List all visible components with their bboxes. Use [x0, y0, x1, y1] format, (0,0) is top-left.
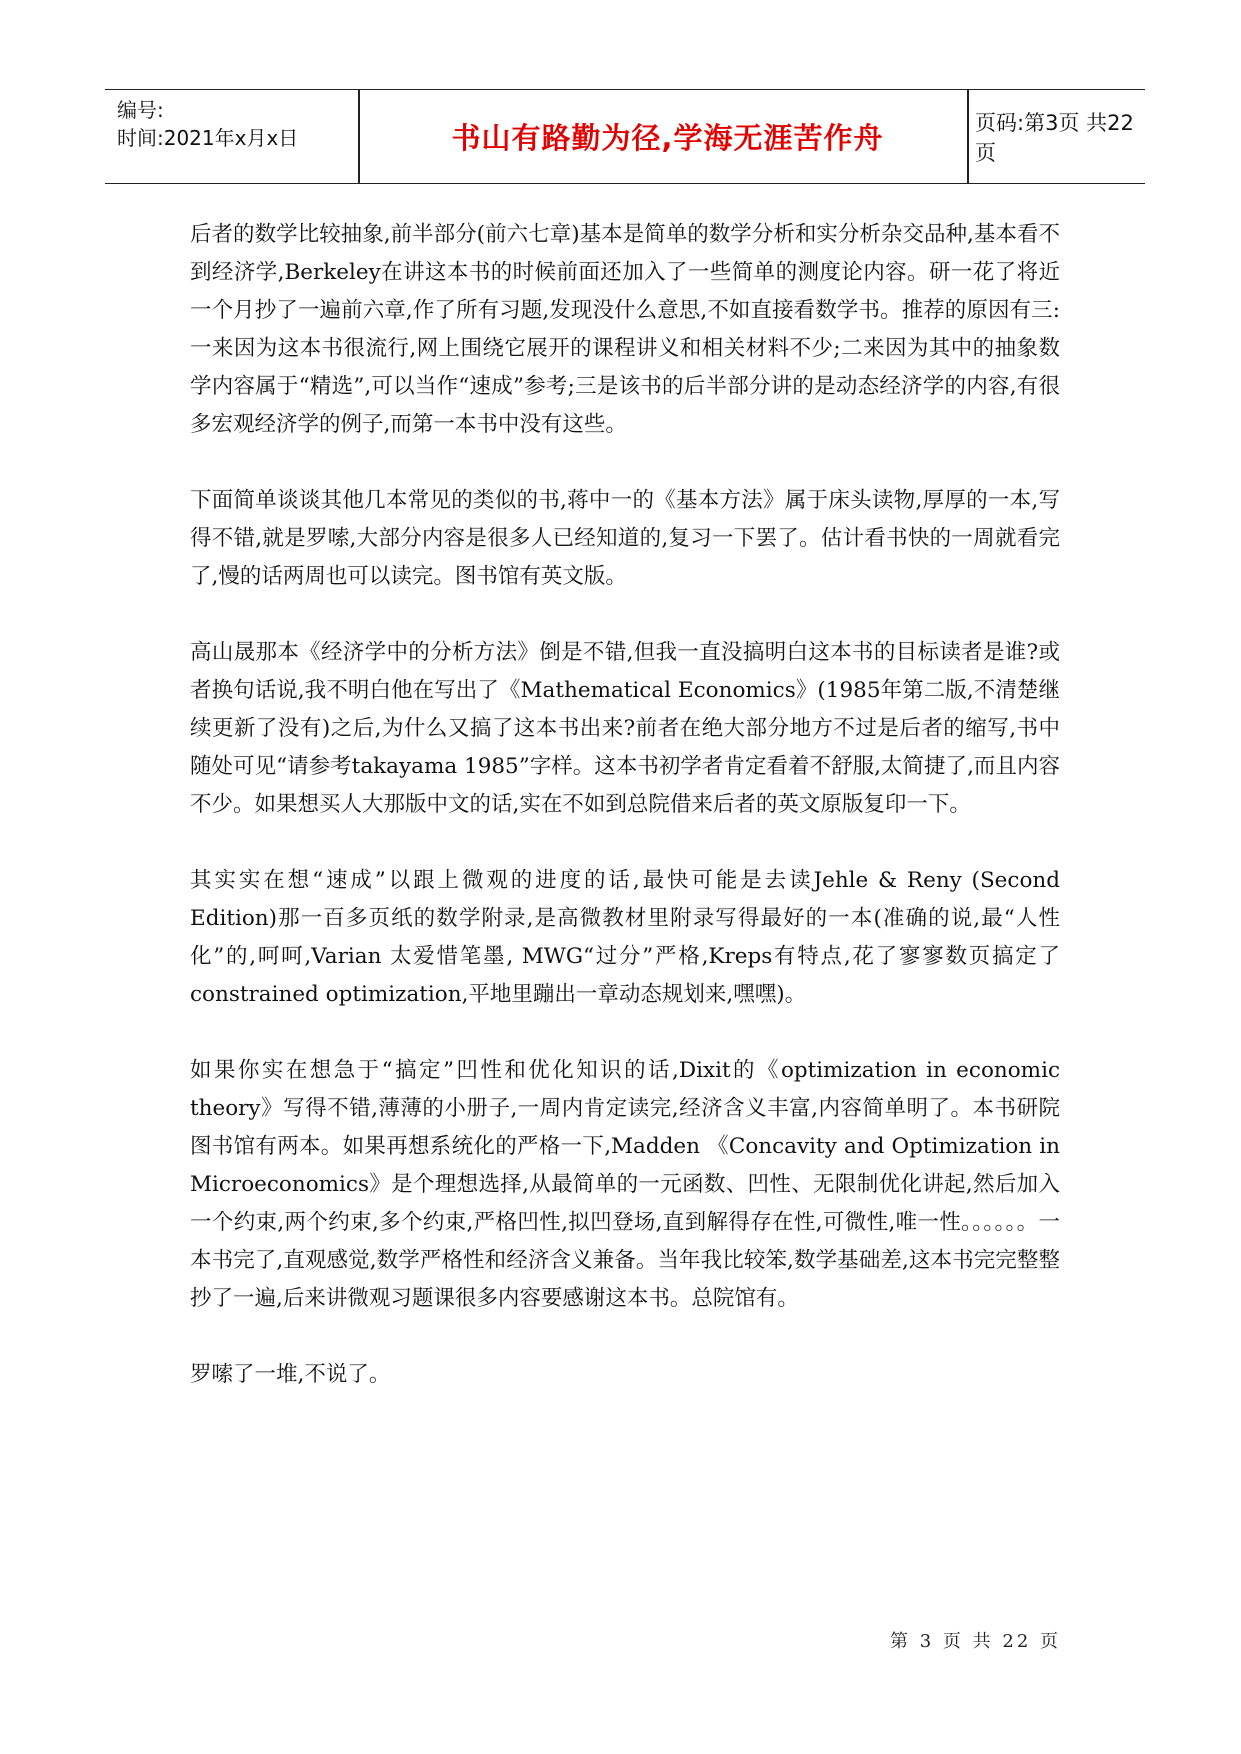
paragraph: 高山晟那本《经济学中的分析方法》倒是不错,但我一直没搞明白这本书的目标读者是谁?或者换句话说,我不明白他在写出了《Mathematical Economics》(1985年第二版,不清楚继续更新了没有)之后,为什么又搞了这本书出来?前者在绝大部分地方不过是后者的缩写,书中随处可见“请参考takayama 1985”字样。这本书初学者肯定看着不舒服,太简捷了,而且内容不少。如果想买人大那版中文的话,实在不如到总院借来后者的英文原版复印一下。 [190, 640, 1060, 817]
number-label: 编号: [117, 98, 164, 122]
body-text [190, 216, 1060, 1432]
paragraph: 罗嗦了一堆,不说了。 [190, 1362, 391, 1387]
paragraph: 如果你实在想急于“搞定”凹性和优化知识的话,Dixit的《optimization in economic theory》写得不错,薄薄的小册子,一周内肯定读完,经济含义丰富,内容简单明了。本书研院图书馆有两本。如果再想系统化的严格一下,Madden 《Concavity and Optimization in Microeconomics》是个理想选择,从最简单的一元函数、凹性、无限制优化讲起,然后加入一个约束,两个约束,多个约束,严格凹性,拟凹登场,直到解得存在性,可微性,唯一性。。。。。。一本书完了,直观感觉,数学严格性和经济含义兼备。当年我比较笨,数学基础差,这本书完完整整抄了一遍,后来讲微观习题课很多内容要感谢这本书。总院馆有。 [190, 1058, 1060, 1311]
header-page-code: 页码:第3页 共22页 [975, 110, 1134, 165]
header-divider-right [967, 90, 969, 183]
header-divider-left [358, 90, 360, 183]
paragraph: 其实实在想“速成”以跟上微观的进度的话,最快可能是去读Jehle & Reny (Second Edition)那一百多页纸的数学附录,是高微教材里附录写得最好的一本(准确的说,最“人性化”的,呵呵,Varian 太爱惜笔墨, MWG“过分”严格,Kreps有特点,花了寥寥数页搞定了constrained optimization,平地里蹦出一章动态规划来,嘿嘿)。 [190, 868, 1060, 1007]
paragraph: 下面简单谈谈其他几本常见的类似的书,蒋中一的《基本方法》属于床头读物,厚厚的一本,写得不错,就是罗嗦,大部分内容是很多人已经知道的,复习一下罢了。估计看书快的一周就看完了,慢的话两周也可以读完。图书馆有英文版。 [190, 488, 1060, 589]
page-header [105, 89, 1145, 184]
page-footer: 第 3 页 共 22 页 [890, 1631, 1061, 1652]
header-motto: 书山有路勤为径,学海无涯苦作舟 [451, 121, 884, 155]
header-meta [117, 96, 357, 152]
time-label: 时间:2021年x月x日 [117, 126, 299, 150]
paragraph: 后者的数学比较抽象,前半部分(前六七章)基本是简单的数学分析和实分析杂交品种,基本看不到经济学,Berkeley在讲这本书的时候前面还加入了一些简单的测度论内容。研一花了将近一个月抄了一遍前六章,作了所有习题,发现没什么意思,不如直接看数学书。推荐的原因有三:一来因为这本书很流行,网上围绕它展开的课程讲义和相关材料不少;二来因为其中的抽象数学内容属于“精选”,可以当作“速成”参考;三是该书的后半部分讲的是动态经济学的内容,有很多宏观经济学的例子,而第一本书中没有这些。 [190, 222, 1060, 437]
